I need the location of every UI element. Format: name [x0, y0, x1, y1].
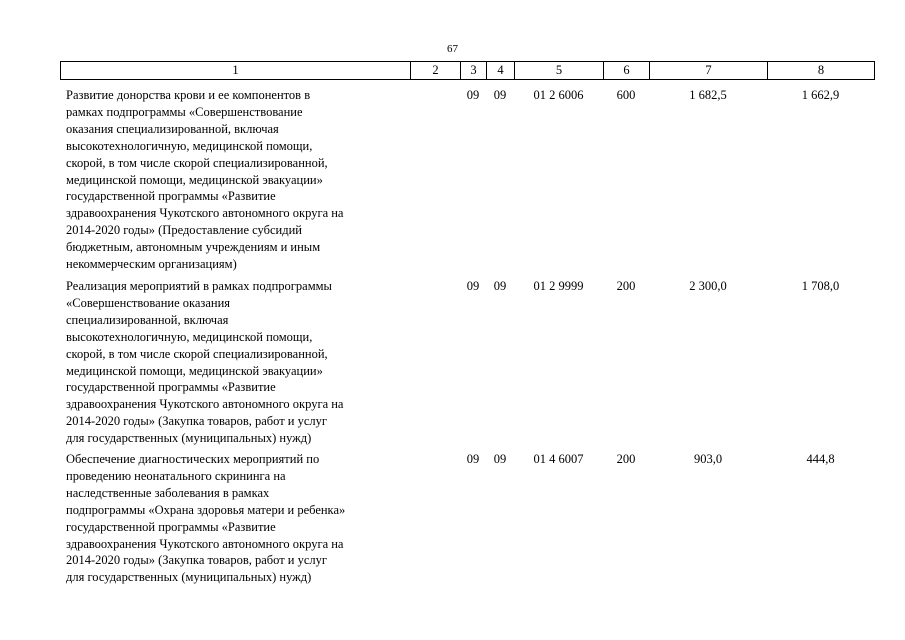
expense-type-code: 600 [616, 88, 636, 102]
description-line: здравоохранения Чукотского автономного округа на [66, 536, 344, 551]
description-line: высокотехнологичную, медицинской помощи, [66, 329, 313, 344]
description-line: медицинской помощи, медицинской эвакуации» [66, 363, 323, 378]
subsection-code: 09 [493, 452, 507, 466]
description-line: здравоохранения Чукотского автономного округа на [66, 206, 344, 221]
amount-col7: 1 682,5 [689, 88, 727, 102]
column-header-5: 5 [515, 62, 604, 80]
column-header-8: 8 [768, 62, 875, 80]
column-header-6: 6 [604, 62, 650, 80]
description-line: 2014-2020 годы» (Закупка товаров, работ и услуг [66, 414, 328, 429]
row-description [66, 451, 411, 586]
description-line: скорой, в том числе скорой специализированной, [66, 346, 328, 361]
row-description [66, 87, 411, 273]
description-line: государственной программы «Развитие [66, 519, 276, 534]
description-line: государственной программы «Развитие [66, 380, 276, 395]
description-line: проведению неонатального скрининга на [66, 468, 286, 483]
section-code: 09 [466, 88, 480, 102]
description-line: для государственных (муниципальных) нужд) [66, 570, 312, 585]
column-header-1: 1 [61, 62, 411, 80]
description-line: 2014-2020 годы» (Закупка товаров, работ и услуг [66, 553, 328, 568]
section-code: 09 [466, 279, 480, 293]
description-line: высокотехнологичную, медицинской помощи, [66, 138, 313, 153]
subsection-code: 09 [493, 279, 507, 293]
column-header-4: 4 [487, 62, 515, 80]
description-line: медицинской помощи, медицинской эвакуации» [66, 172, 323, 187]
section-code: 09 [466, 452, 480, 466]
description-line: специализированной, включая [66, 312, 229, 327]
target-article-code: 01 2 9999 [533, 279, 584, 293]
amount-col7: 2 300,0 [689, 279, 727, 293]
amount-col7: 903,0 [693, 452, 723, 466]
amount-col8: 1 662,9 [801, 88, 840, 102]
description-line: «Совершенствование оказания [66, 295, 231, 310]
description-line: государственной программы «Развитие [66, 189, 276, 204]
description-line: 2014-2020 годы» (Предоставление субсидий [66, 223, 302, 238]
description-line: рамках подпрограммы «Совершенствование [66, 104, 303, 119]
description-line: бюджетным, автономным учреждениям и иным [66, 240, 321, 255]
column-header-2: 2 [411, 62, 461, 80]
description-line: подпрограммы «Охрана здоровья матери и ребенка» [66, 502, 346, 517]
expense-type-code: 200 [616, 279, 636, 293]
expense-type-code: 200 [616, 452, 636, 466]
description-line: наследственные заболевания в рамках [66, 485, 270, 500]
description-line: оказания специализированной, включая [66, 121, 279, 136]
target-article-code: 01 4 6007 [533, 452, 584, 466]
amount-col8: 444,8 [806, 452, 835, 466]
column-header-7: 7 [650, 62, 768, 80]
page-number: 67 [447, 43, 458, 55]
description-line: скорой, в том числе скорой специализированной, [66, 155, 328, 170]
target-article-code: 01 2 6006 [533, 88, 584, 102]
description-line: Реализация мероприятий в рамках подпрограммы [66, 279, 332, 293]
description-line: для государственных (муниципальных) нужд) [66, 431, 312, 446]
subsection-code: 09 [493, 88, 507, 102]
column-header-row [61, 62, 875, 80]
description-line: Обеспечение диагностических мероприятий по [66, 452, 320, 466]
column-header-table [60, 61, 875, 80]
column-header-3: 3 [461, 62, 487, 80]
amount-col8: 1 708,0 [801, 279, 840, 293]
row-description [66, 278, 411, 447]
description-line: Развитие донорства крови и ее компонентов в [66, 88, 311, 102]
description-line: здравоохранения Чукотского автономного округа на [66, 397, 344, 412]
description-line: некоммерческим организациям) [66, 257, 237, 272]
